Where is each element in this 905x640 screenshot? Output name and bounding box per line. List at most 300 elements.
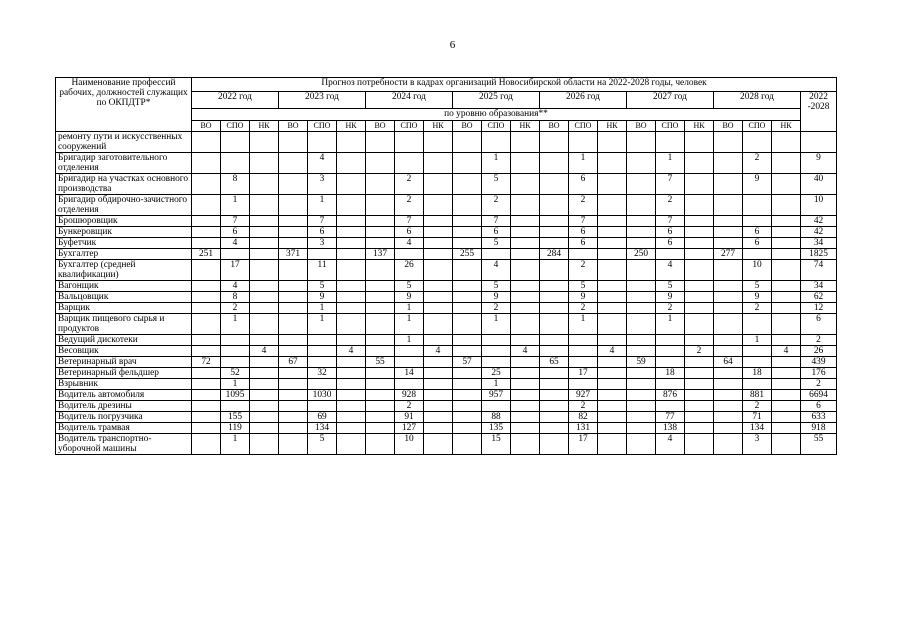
demand-cell [453, 238, 482, 249]
demand-cell [453, 227, 482, 238]
demand-cell [424, 314, 453, 335]
demand-cell: 2 [482, 303, 511, 314]
demand-cell: 77 [656, 412, 685, 423]
demand-cell: 1 [569, 314, 598, 335]
demand-cell [337, 249, 366, 260]
year-header: 2025 год [453, 92, 540, 109]
demand-cell [540, 132, 569, 153]
demand-cell [540, 434, 569, 455]
demand-cell [627, 335, 656, 346]
demand-cell [366, 292, 395, 303]
demand-cell [337, 174, 366, 195]
demand-cell: 3 [308, 174, 337, 195]
demand-cell [337, 401, 366, 412]
demand-cell [511, 281, 540, 292]
demand-cell [627, 260, 656, 281]
demand-cell [656, 346, 685, 357]
demand-cell: 2 [569, 401, 598, 412]
demand-cell [279, 132, 308, 153]
level-header: СПО [743, 121, 772, 132]
level-header: НК [250, 121, 279, 132]
demand-cell [714, 227, 743, 238]
demand-cell [511, 401, 540, 412]
demand-cell [772, 335, 801, 346]
profession-name: Водитель погрузчика [56, 412, 192, 423]
demand-cell [569, 249, 598, 260]
demand-cell [714, 260, 743, 281]
demand-cell [511, 357, 540, 368]
demand-cell [540, 379, 569, 390]
row-total: 62 [801, 292, 837, 303]
demand-cell [192, 195, 221, 216]
demand-cell [279, 195, 308, 216]
demand-cell: 957 [482, 390, 511, 401]
demand-cell [221, 153, 250, 174]
demand-cell [250, 132, 279, 153]
demand-cell [453, 390, 482, 401]
demand-cell [453, 260, 482, 281]
page-number: 6 [449, 39, 456, 51]
table-row [56, 132, 837, 153]
demand-cell [627, 174, 656, 195]
demand-cell: 5 [482, 174, 511, 195]
row-total: 439 [801, 357, 837, 368]
demand-cell [598, 195, 627, 216]
demand-cell [424, 423, 453, 434]
demand-cell [598, 423, 627, 434]
demand-cell [685, 281, 714, 292]
demand-cell: 876 [656, 390, 685, 401]
demand-cell [279, 423, 308, 434]
demand-cell [656, 401, 685, 412]
demand-cell: 1 [308, 303, 337, 314]
demand-cell [337, 368, 366, 379]
demand-cell [714, 401, 743, 412]
row-total: 42 [801, 227, 837, 238]
demand-cell [511, 153, 540, 174]
demand-cell [424, 281, 453, 292]
demand-cell [366, 390, 395, 401]
demand-cell [540, 303, 569, 314]
demand-cell [337, 281, 366, 292]
demand-cell: 4 [482, 260, 511, 281]
demand-cell [337, 227, 366, 238]
row-total: 12 [801, 303, 837, 314]
demand-cell [192, 227, 221, 238]
demand-cell [627, 303, 656, 314]
profession-name: Весовщик [56, 346, 192, 357]
level-header: СПО [308, 121, 337, 132]
demand-cell: 82 [569, 412, 598, 423]
demand-cell [656, 132, 685, 153]
demand-cell: 7 [569, 216, 598, 227]
demand-cell [511, 434, 540, 455]
demand-cell [511, 260, 540, 281]
row-total: 34 [801, 238, 837, 249]
demand-cell [598, 153, 627, 174]
demand-cell: 9 [743, 292, 772, 303]
demand-cell [192, 216, 221, 227]
table-row [56, 390, 837, 401]
table-row [56, 153, 837, 174]
demand-cell [772, 368, 801, 379]
demand-cell [453, 303, 482, 314]
demand-cell [714, 132, 743, 153]
demand-cell: 1 [395, 303, 424, 314]
demand-cell [685, 216, 714, 227]
demand-cell [337, 335, 366, 346]
demand-cell [598, 434, 627, 455]
table-row [56, 292, 837, 303]
demand-cell [221, 249, 250, 260]
demand-cell: 7 [482, 216, 511, 227]
table-row [56, 314, 837, 335]
demand-cell: 52 [221, 368, 250, 379]
demand-cell [482, 357, 511, 368]
level-header: СПО [221, 121, 250, 132]
year-header: 2024 год [366, 92, 453, 109]
demand-cell [453, 314, 482, 335]
table-row [56, 434, 837, 455]
demand-cell [772, 357, 801, 368]
table-row [56, 368, 837, 379]
demand-cell: 371 [279, 249, 308, 260]
demand-cell: 72 [192, 357, 221, 368]
demand-cell [424, 249, 453, 260]
demand-cell: 2 [482, 195, 511, 216]
row-total: 176 [801, 368, 837, 379]
demand-cell [540, 281, 569, 292]
demand-cell [279, 379, 308, 390]
demand-cell: 2 [743, 153, 772, 174]
demand-cell: 4 [424, 346, 453, 357]
demand-cell [743, 132, 772, 153]
demand-cell [685, 174, 714, 195]
demand-cell: 57 [453, 357, 482, 368]
demand-cell [511, 195, 540, 216]
demand-cell [337, 379, 366, 390]
demand-cell: 6 [395, 227, 424, 238]
demand-cell [337, 314, 366, 335]
demand-cell [482, 346, 511, 357]
demand-cell [685, 368, 714, 379]
year-header: 2022 год [192, 92, 279, 109]
name-header: Наименование профессий рабочих, должностей служащих по ОКПДТР* [56, 78, 192, 132]
demand-cell [511, 303, 540, 314]
demand-cell [221, 132, 250, 153]
demand-cell [366, 227, 395, 238]
demand-cell [279, 174, 308, 195]
profession-name: Вагонщик [56, 281, 192, 292]
demand-cell [337, 132, 366, 153]
table-row [56, 281, 837, 292]
level-header: ВО [192, 121, 221, 132]
demand-cell [308, 357, 337, 368]
demand-cell [192, 368, 221, 379]
demand-cell [685, 153, 714, 174]
demand-cell [598, 238, 627, 249]
demand-cell [337, 238, 366, 249]
demand-cell [772, 292, 801, 303]
demand-cell [250, 412, 279, 423]
demand-cell [685, 227, 714, 238]
demand-cell [685, 303, 714, 314]
demand-cell [685, 238, 714, 249]
demand-cell [453, 216, 482, 227]
demand-cell [308, 346, 337, 357]
demand-cell: 5 [308, 434, 337, 455]
demand-cell: 6 [743, 238, 772, 249]
demand-cell [511, 368, 540, 379]
demand-cell [685, 195, 714, 216]
level-header: ВО [714, 121, 743, 132]
row-total [801, 132, 837, 153]
demand-cell [192, 401, 221, 412]
demand-cell: 11 [308, 260, 337, 281]
demand-cell [250, 303, 279, 314]
level-header: ВО [540, 121, 569, 132]
demand-cell [395, 132, 424, 153]
demand-cell [250, 227, 279, 238]
demand-cell: 59 [627, 357, 656, 368]
demand-cell: 4 [221, 281, 250, 292]
demand-cell: 1 [308, 314, 337, 335]
demand-cell [511, 174, 540, 195]
year-header: 2027 год [627, 92, 714, 109]
demand-cell [279, 434, 308, 455]
demand-cell: 55 [366, 357, 395, 368]
demand-cell [569, 335, 598, 346]
demand-cell [424, 357, 453, 368]
demand-cell [192, 379, 221, 390]
demand-cell [772, 153, 801, 174]
demand-cell [482, 132, 511, 153]
demand-cell [685, 249, 714, 260]
year-header: 2028 год [714, 92, 801, 109]
demand-cell: 138 [656, 423, 685, 434]
demand-cell [453, 423, 482, 434]
demand-cell [395, 249, 424, 260]
demand-cell [366, 412, 395, 423]
demand-cell [598, 401, 627, 412]
profession-name: Бухгалтер [56, 249, 192, 260]
demand-cell: 4 [395, 238, 424, 249]
demand-cell: 18 [656, 368, 685, 379]
demand-cell [192, 335, 221, 346]
demand-cell [714, 412, 743, 423]
demand-cell [395, 379, 424, 390]
demand-cell [772, 249, 801, 260]
demand-cell [279, 292, 308, 303]
demand-cell [192, 434, 221, 455]
row-total: 34 [801, 281, 837, 292]
demand-cell [424, 132, 453, 153]
demand-cell [540, 195, 569, 216]
demand-cell [743, 379, 772, 390]
demand-cell: 4 [511, 346, 540, 357]
demand-cell [540, 412, 569, 423]
demand-cell [279, 390, 308, 401]
demand-cell [598, 260, 627, 281]
profession-name: ремонту пути и искусственных сооружений [56, 132, 192, 153]
demand-cell [192, 292, 221, 303]
demand-cell: 1 [482, 314, 511, 335]
demand-cell [627, 238, 656, 249]
demand-cell [250, 335, 279, 346]
demand-cell: 1 [482, 153, 511, 174]
demand-cell [540, 335, 569, 346]
demand-cell [308, 379, 337, 390]
demand-cell: 1 [656, 153, 685, 174]
demand-cell [511, 390, 540, 401]
demand-cell [366, 153, 395, 174]
demand-cell [714, 238, 743, 249]
profession-name: Водитель трамвая [56, 423, 192, 434]
level-header: СПО [569, 121, 598, 132]
demand-cell [366, 195, 395, 216]
demand-cell [395, 357, 424, 368]
demand-cell [540, 238, 569, 249]
demand-cell [772, 423, 801, 434]
level-header: СПО [656, 121, 685, 132]
demand-cell [250, 153, 279, 174]
demand-cell: 64 [714, 357, 743, 368]
demand-cell: 9 [482, 292, 511, 303]
demand-cell: 4 [250, 346, 279, 357]
demand-cell [192, 423, 221, 434]
demand-cell [279, 412, 308, 423]
demand-cell [250, 379, 279, 390]
table-row [56, 260, 837, 281]
demand-cell [279, 281, 308, 292]
demand-cell [714, 314, 743, 335]
demand-cell [598, 303, 627, 314]
table-row [56, 174, 837, 195]
demand-cell [221, 357, 250, 368]
demand-cell [424, 153, 453, 174]
demand-cell [540, 292, 569, 303]
level-header: НК [685, 121, 714, 132]
demand-cell: 7 [656, 216, 685, 227]
demand-cell: 5 [482, 238, 511, 249]
demand-cell [424, 174, 453, 195]
table-row [56, 227, 837, 238]
demand-cell [598, 227, 627, 238]
demand-cell [540, 227, 569, 238]
demand-cell [540, 401, 569, 412]
demand-cell: 5 [743, 281, 772, 292]
demand-cell [250, 238, 279, 249]
demand-cell [598, 368, 627, 379]
profession-name: Буфетчик [56, 238, 192, 249]
demand-cell [627, 423, 656, 434]
demand-cell [366, 216, 395, 227]
demand-cell [598, 132, 627, 153]
table-row [56, 249, 837, 260]
demand-cell: 5 [308, 281, 337, 292]
demand-cell [685, 335, 714, 346]
demand-cell [250, 249, 279, 260]
demand-cell: 3 [743, 434, 772, 455]
demand-cell [511, 216, 540, 227]
demand-cell [772, 379, 801, 390]
demand-cell: 284 [540, 249, 569, 260]
demand-cell [453, 174, 482, 195]
demand-cell [192, 132, 221, 153]
demand-cell: 2 [569, 195, 598, 216]
demand-cell [540, 390, 569, 401]
demand-cell [337, 390, 366, 401]
demand-cell [308, 132, 337, 153]
profession-name: Водитель дрезины [56, 401, 192, 412]
demand-cell: 10 [743, 260, 772, 281]
demand-cell [714, 174, 743, 195]
table-row [56, 379, 837, 390]
demand-cell: 1 [308, 195, 337, 216]
demand-cell [511, 292, 540, 303]
demand-cell [656, 249, 685, 260]
demand-cell: 1 [221, 195, 250, 216]
demand-cell [192, 281, 221, 292]
demand-cell [366, 368, 395, 379]
demand-cell [366, 303, 395, 314]
demand-cell: 17 [569, 434, 598, 455]
demand-cell: 8 [221, 292, 250, 303]
demand-cell [685, 314, 714, 335]
demand-cell [192, 174, 221, 195]
demand-cell [540, 368, 569, 379]
demand-cell: 6 [221, 227, 250, 238]
demand-cell [743, 216, 772, 227]
demand-cell [424, 401, 453, 412]
demand-cell [192, 260, 221, 281]
demand-cell [366, 314, 395, 335]
level-header: ВО [279, 121, 308, 132]
demand-cell: 6 [482, 227, 511, 238]
demand-cell [714, 292, 743, 303]
demand-cell: 3 [308, 238, 337, 249]
demand-cell [743, 314, 772, 335]
demand-cell: 4 [656, 260, 685, 281]
row-total: 10 [801, 195, 837, 216]
demand-cell: 135 [482, 423, 511, 434]
demand-cell: 6 [743, 227, 772, 238]
demand-cell [685, 357, 714, 368]
demand-cell [366, 281, 395, 292]
demand-cell [366, 132, 395, 153]
row-total: 633 [801, 412, 837, 423]
demand-cell [598, 292, 627, 303]
demand-cell: 7 [308, 216, 337, 227]
demand-cell: 2 [569, 260, 598, 281]
demand-cell [453, 412, 482, 423]
demand-cell [192, 412, 221, 423]
demand-cell [772, 195, 801, 216]
demand-cell [685, 379, 714, 390]
demand-cell: 2 [569, 303, 598, 314]
demand-cell [714, 281, 743, 292]
level-header: ВО [627, 121, 656, 132]
demand-cell: 26 [395, 260, 424, 281]
table-title-row [56, 78, 837, 92]
demand-cell: 134 [308, 423, 337, 434]
demand-cell [598, 174, 627, 195]
table-row [56, 238, 837, 249]
demand-cell [627, 195, 656, 216]
demand-cell [714, 434, 743, 455]
demand-cell [772, 238, 801, 249]
demand-cell [627, 401, 656, 412]
